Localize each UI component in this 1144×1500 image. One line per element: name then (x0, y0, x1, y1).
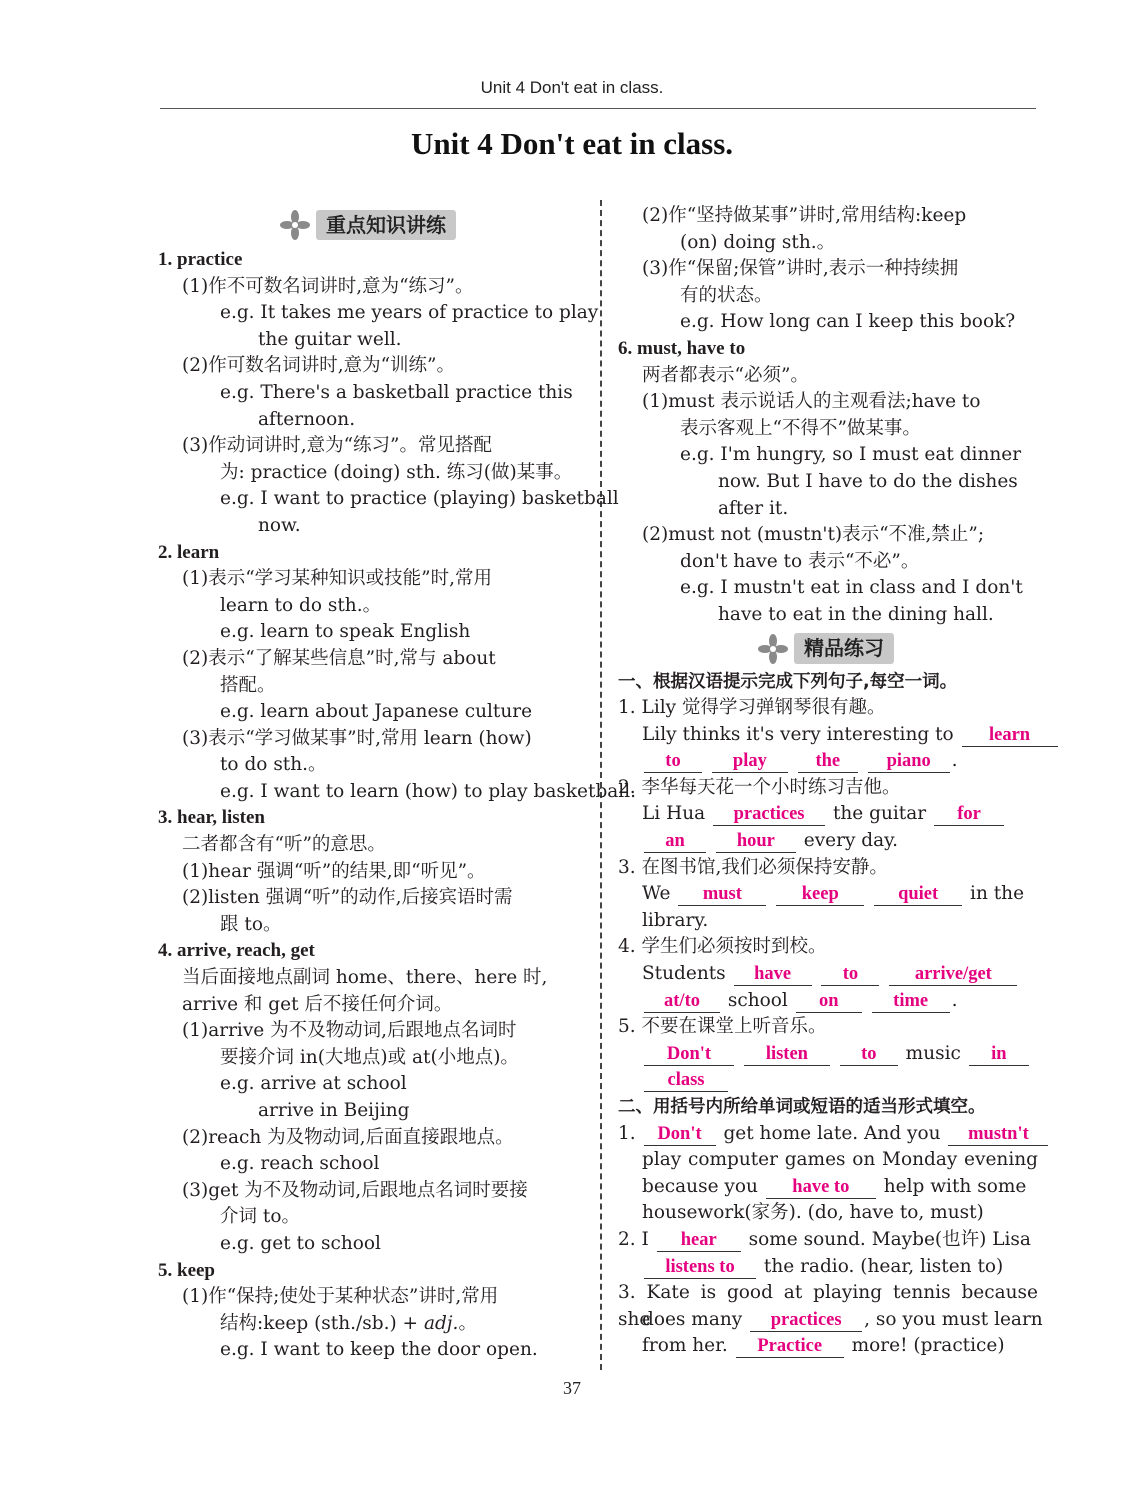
answer-blank: time (872, 990, 950, 1013)
text-line: (3)表示“学习做某事”时,常用 learn (how) (182, 727, 532, 749)
question-text: in the (970, 883, 1025, 905)
example-line: e.g. I want to practice (playing) basketball (220, 488, 619, 510)
answer-blank: must (678, 883, 766, 906)
answer-blank: listens to (644, 1256, 756, 1279)
flower-icon (758, 634, 788, 664)
text-line: (3)get 为不及物动词,后跟地点名词时要接 (182, 1179, 528, 1201)
text-line: (2)表示“了解某些信息”时,常与 about (182, 647, 496, 669)
question-text: Li Hua (642, 803, 706, 825)
section-title: 重点知识讲练 (316, 210, 456, 241)
text-line: 搭配。 (220, 674, 276, 696)
answer-blank: class (644, 1069, 728, 1092)
answer-blank: an (644, 830, 706, 853)
section-banner-practice (618, 629, 1038, 669)
heading-keep: 5. keep (158, 1259, 215, 1281)
heading-must-have-to: 6. must, have to (618, 337, 746, 359)
question-4-en-cont: at/to school on time . (618, 988, 1038, 1015)
question-number: 2. I (618, 1228, 649, 1250)
text-line: (2)reach 为及物动词,后面直接跟地点。 (182, 1126, 514, 1148)
text-line: 当后面接地点副词 home、there、here 时, (182, 967, 548, 989)
text-line: 跟 to。 (220, 913, 282, 935)
question-text: play computer games on Monday evening (642, 1149, 1038, 1171)
text-line: to do sth.。 (220, 754, 327, 776)
example-line: e.g. reach school (220, 1153, 380, 1175)
text-fragment: 结构:keep (sth./sb.) + (220, 1312, 424, 1334)
answer-blank: have (734, 963, 812, 986)
question-1-cn: 1. Lily 觉得学习弹钢琴很有趣。 (618, 697, 886, 719)
question-3-en-cont: library. (642, 909, 709, 931)
example-line: after it. (718, 497, 789, 519)
right-column (618, 203, 1043, 1360)
question-text: from her. (642, 1335, 728, 1357)
question-5-en (618, 1041, 1038, 1068)
example-line: e.g. learn to speak English (220, 621, 471, 643)
text-line: (1)作“保持;使处于某种状态”讲时,常用 (182, 1286, 499, 1308)
heading-practice: 1. practice (158, 249, 243, 270)
text-line: 表示客观上“不得不”做某事。 (680, 417, 921, 439)
text-line: (1)hear 强调“听”的结果,即“听见”。 (182, 860, 486, 882)
example-line: arrive in Beijing (258, 1100, 410, 1121)
adj-italic: adj. (423, 1312, 459, 1334)
text-line: learn to do sth.。 (220, 594, 382, 616)
answer-blank: practices (713, 803, 825, 826)
answer-blank: Practice (736, 1335, 844, 1358)
question-text: Students (642, 963, 726, 985)
page-number: 37 (563, 1378, 581, 1398)
running-header: Unit 4 Don't eat in class. (480, 78, 664, 97)
heading-arrive-reach-get: 4. arrive, reach, get (158, 940, 315, 962)
answer-blank: arrive/get (889, 963, 1017, 986)
answer-blank: quiet (874, 883, 962, 906)
heading-learn: 2. learn (158, 541, 220, 563)
question-3-cn: 3. 在图书馆,我们必须保持安静。 (618, 856, 888, 878)
question-5-en-cont (618, 1067, 1038, 1094)
example-line: e.g. I'm hungry, so I must eat dinner (680, 444, 1022, 466)
question-2-en (618, 801, 1038, 828)
answer-blank: keep (776, 883, 864, 906)
question-4-cn: 4. 学生们必须按时到校。 (618, 936, 827, 958)
unit-title: Unit 4 Don't eat in class. (410, 126, 734, 161)
part2-question-2 (618, 1227, 1038, 1254)
question-text: help with some (883, 1175, 1027, 1197)
example-line: e.g. get to school (220, 1232, 381, 1254)
answer-blank: piano (868, 750, 950, 773)
question-1-en-cont: to play the piano . (618, 748, 1038, 775)
question-text: , so you must learn (864, 1308, 1043, 1330)
example-line: now. (258, 514, 301, 536)
question-3-en (618, 881, 1038, 908)
text-line: don't have to 表示“不必”。 (680, 550, 920, 572)
heading-hear-listen: 3. hear, listen (158, 807, 265, 829)
question-text: the radio. (hear, listen to) (763, 1255, 1004, 1277)
text-line: (3)作动词讲时,意为“练习”。常见搭配 (182, 435, 493, 457)
example-line: e.g. I mustn't eat in class and I don't (680, 577, 1023, 599)
answer-blank: learn (962, 724, 1058, 747)
text-line: (1)arrive 为不及物动词,后跟地点名词时 (182, 1020, 517, 1042)
example-line: afternoon. (258, 408, 356, 430)
question-text: music (905, 1042, 961, 1064)
part2-question-1-cont (618, 1174, 1038, 1201)
section-title: 精品练习 (794, 633, 894, 664)
text-line: arrive 和 get 后不接任何介词。 (182, 993, 453, 1015)
example-line: e.g. learn about Japanese culture (220, 701, 533, 723)
answer-blank: for (934, 803, 1004, 826)
answer-blank: play (712, 750, 788, 773)
question-number: 1. (618, 1122, 636, 1144)
example-line: have to eat in the dining hall. (718, 603, 994, 625)
question-text: housework(家务). (do, have to, must) (642, 1202, 984, 1224)
answer-blank: hour (716, 830, 796, 853)
example-line: e.g. How long can I keep this book? (680, 311, 1016, 333)
text-line: (2)listen 强调“听”的动作,后接宾语时需 (182, 887, 513, 909)
part2-question-1 (618, 1121, 1038, 1148)
example-line: now. But I have to do the dishes (718, 470, 1018, 492)
example-line: e.g. It takes me years of practice to play (220, 302, 599, 324)
question-text: the guitar (832, 803, 927, 825)
question-text: more! (practice) (851, 1335, 1005, 1357)
text-line: 有的状态。 (680, 284, 773, 306)
question-1-en (618, 722, 1038, 749)
question-text: does many (642, 1308, 743, 1330)
section-banner-knowledge (158, 203, 578, 247)
question-4-en (618, 961, 1038, 988)
example-line: e.g. I want to keep the door open. (220, 1339, 538, 1361)
answer-blank: listen (744, 1043, 830, 1066)
text-line: (2)must not (mustn't)表示“不准,禁止”; (642, 524, 985, 546)
text-line: 要接介词 in(大地点)或 at(小地点)。 (220, 1046, 519, 1068)
header-rule (160, 108, 1036, 109)
question-text: some sound. Maybe(也许) Lisa (748, 1228, 1031, 1250)
question-text: every day. (803, 830, 899, 852)
answer-blank: on (796, 990, 862, 1013)
answer-blank: in (969, 1043, 1029, 1066)
text-line: 为: practice (doing) sth. 练习(做)某事。 (220, 461, 573, 483)
question-text: Lily thinks it's very interesting to (642, 723, 954, 745)
answer-blank: to (644, 750, 702, 773)
answer-blank: practices (750, 1309, 862, 1332)
part2-title: 二、用括号内所给单词或短语的适当形式填空。 (618, 1097, 986, 1117)
part1-title: 一、根据汉语提示完成下列句子,每空一词。 (618, 671, 958, 692)
question-2-cn: 2. 李华每天花一个小时练习吉他。 (618, 776, 901, 798)
answer-blank: at/to (644, 990, 720, 1013)
question-text: because you (642, 1175, 758, 1197)
text-line: (1)must 表示说话人的主观看法;have to (642, 391, 981, 413)
question-text: school (727, 989, 788, 1011)
text-line: (2)作“坚持做某事”讲时,常用结构:keep (642, 205, 967, 226)
text-line: 两者都表示“必须”。 (642, 364, 809, 386)
text-fragment: 。 (458, 1312, 477, 1334)
question-2-en-cont (618, 828, 1038, 855)
answer-blank: have to (766, 1176, 876, 1199)
flower-icon (280, 210, 310, 240)
answer-blank: the (798, 750, 858, 773)
example-line: the guitar well. (258, 328, 402, 350)
text-line (158, 1311, 578, 1338)
text-line: (on) doing sth.。 (680, 231, 836, 253)
answer-blank: to (821, 963, 879, 986)
answer-blank: Don't (644, 1123, 716, 1146)
question-5-cn: 5. 不要在课堂上听音乐。 (618, 1016, 827, 1038)
part2-question-3-end (618, 1333, 1038, 1360)
text-line: (2)作可数名词讲时,意为“训练”。 (182, 355, 456, 377)
example-line: e.g. arrive at school (220, 1073, 407, 1095)
example-line: e.g. I want to learn (how) to play basketball. (220, 780, 637, 802)
question-text: We (642, 883, 671, 905)
example-line: e.g. There's a basketball practice this (220, 381, 573, 403)
part2-question-3-cont (618, 1307, 1043, 1334)
answer-blank: mustn't (948, 1123, 1048, 1146)
text-line: 介词 to。 (220, 1206, 300, 1228)
question-text: get home late. And you (723, 1122, 941, 1144)
question-text: 3. Kate is good at playing tennis because she (618, 1282, 1038, 1330)
text-line: (1)表示“学习某种知识或技能”时,常用 (182, 568, 493, 590)
part2-question-2-cont (618, 1254, 1038, 1281)
text-line: (3)作“保留;保管”讲时,表示一种持续拥 (642, 258, 959, 280)
answer-blank: Don't (644, 1043, 734, 1066)
text-line: (1)作不可数名词讲时,意为“练习”。 (182, 275, 474, 297)
answer-blank: hear (657, 1229, 741, 1252)
text-line: 二者都含有“听”的意思。 (182, 834, 386, 856)
answer-blank: to (840, 1043, 898, 1066)
